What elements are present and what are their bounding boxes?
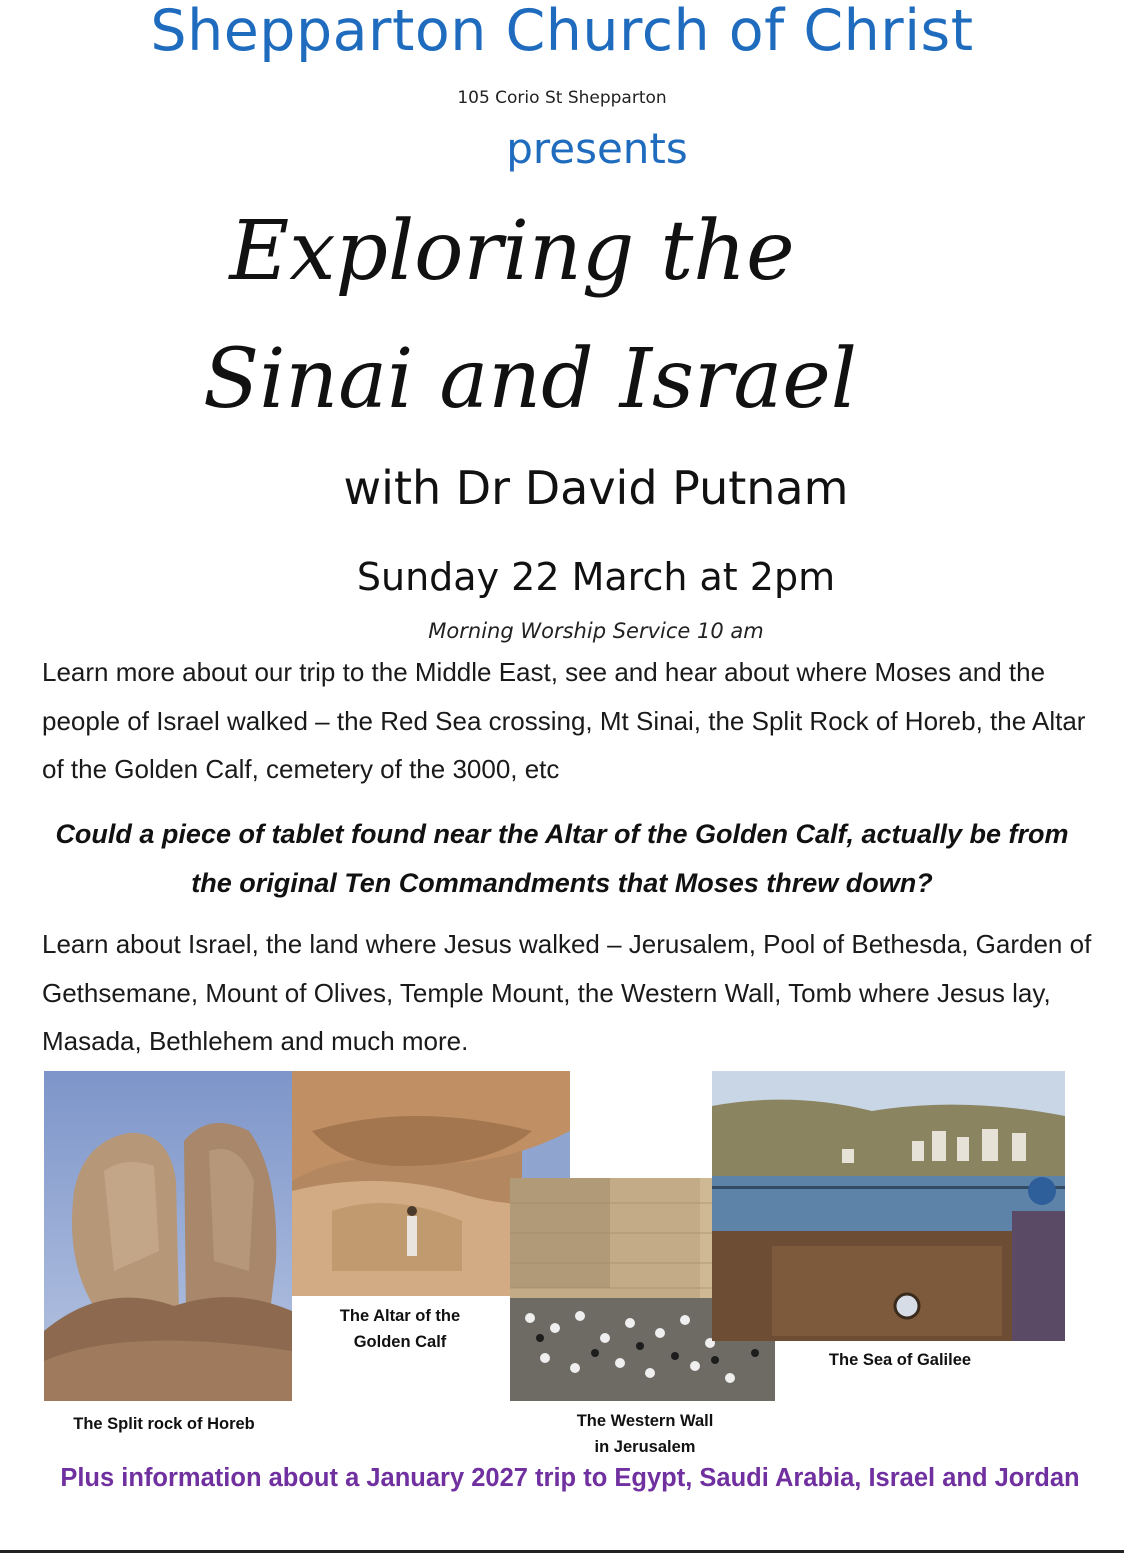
israel-paragraph: Learn about Israel, the land where Jesus walked – Jerusalem, Pool of Bethesda, Garden of Gethsemane, Mount of Olives, Temple Mount, the Western Wall, Tomb where Jesus lay, Masada, Bethlehem and much more. bbox=[42, 929, 1092, 1056]
altar-caption bbox=[300, 1303, 500, 1355]
event-title-line-2: Sinai and Israel bbox=[203, 332, 857, 427]
org-name: Shepparton Church of Christ bbox=[150, 0, 974, 64]
presents-label: presents bbox=[506, 124, 688, 173]
event-date: Sunday 22 March at 2pm bbox=[356, 555, 836, 599]
intro-paragraph: Learn more about our trip to the Middle East, see and hear about where Moses and the people of Israel walked – the Red Sea crossing, Mt Sinai, the Split Rock of Horeb, the Altar of the Golden Calf, cemetery of the 3000, etc bbox=[42, 657, 1086, 784]
trip-info-footer: Plus information about a January 2027 trip to Egypt, Saudi Arabia, Israel and Jordan bbox=[60, 1464, 1080, 1492]
event-title-line-1: Exploring the bbox=[229, 204, 795, 299]
sea-of-galilee-caption: The Sea of Galilee bbox=[828, 1351, 972, 1369]
sea-of-galilee-photo bbox=[712, 1071, 1065, 1341]
western-wall-caption bbox=[530, 1408, 760, 1460]
altar-caption-line-1: The Altar of the bbox=[339, 1307, 461, 1325]
worship-service-time: Morning Worship Service 10 am bbox=[428, 619, 764, 643]
question-paragraph bbox=[0, 810, 1124, 907]
address: 105 Corio St Shepparton bbox=[457, 88, 667, 108]
question-text: Could a piece of tablet found near the Altar of the Golden Calf, actually be from the original Ten Commandments that Moses threw down? bbox=[55, 819, 1069, 898]
split-rock-caption: The Split rock of Horeb bbox=[73, 1415, 255, 1433]
altar-caption-line-2: Golden Calf bbox=[353, 1333, 447, 1351]
bottom-divider bbox=[0, 1550, 1124, 1553]
split-rock-photo bbox=[44, 1071, 292, 1401]
presenter: with Dr David Putnam bbox=[343, 461, 849, 515]
western-wall-caption-line-2: in Jerusalem bbox=[594, 1438, 696, 1456]
western-wall-caption-line-1: The Western Wall bbox=[576, 1412, 714, 1430]
